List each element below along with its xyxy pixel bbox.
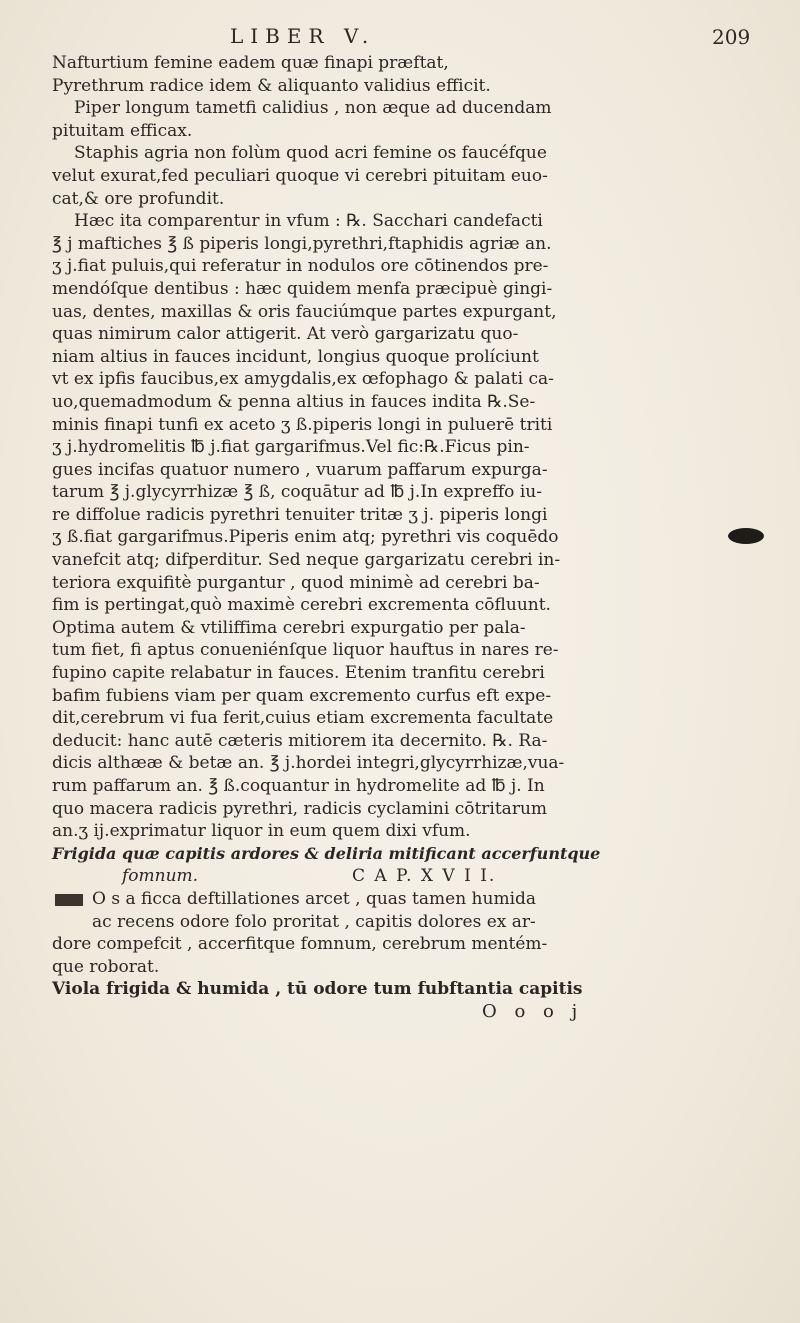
ink-blot-icon [728, 528, 764, 544]
text-line: tarum ℥ j.glycyrrhizæ ℥ ß, coquātur ad ℔ j.In expreffo iu- [52, 482, 542, 503]
text-line: quo macera radicis pyrethri, radicis cyclamini cōtritarum [52, 798, 548, 819]
chapter-text-line: ac recens odore folo proritat , capitis dolores ex ar- [92, 911, 536, 932]
text-line: minis finapi tunfi ex aceto ʒ ß.piperis longi in puluerē triti [52, 414, 553, 435]
text-line: fupino capite relabatur in fauces. Etenim tranfitu cerebri [52, 663, 545, 684]
chapter-text-line: O s a ficca deftillationes arcet , quas tamen humida [92, 888, 537, 909]
text-line: pituitam efficax. [52, 120, 193, 141]
text-line: gues incifas quatuor numero , vuarum paffarum expurga- [52, 459, 548, 480]
text-line: Viola frigida & humida , tū odore tum fubftantia capitis [52, 979, 583, 1000]
text-line: mendóſque dentibus : hæc quidem menfa præcipuè gingi- [52, 278, 553, 299]
text-line: Pyrethrum radice idem & aliquanto validius efficit. [52, 75, 491, 96]
text-line: dit,cerebrum vi fua ferit,cuius etiam excrementa facultate [52, 708, 554, 729]
text-line: vt ex ipfis faucibus,ex amygdalis,ex œfophago & palati ca- [52, 369, 554, 390]
text-line: uo,quemadmodum & penna altius in fauces indita ℞.Se- [52, 391, 536, 412]
text-line: que roborat. [52, 956, 160, 977]
text-line: re diffolue radicis pyrethri tenuiter tritæ ʒ j. piperis longi [52, 504, 548, 525]
text-line: uas, dentes, maxillas & oris fauciúmque partes expurgant, [52, 301, 557, 322]
text-line: Optima autem & vtiliffima cerebri expurgatio per pala- [52, 617, 526, 638]
text-line: Staphis agria non folùm quod acri femine os faucéfque [74, 143, 547, 164]
text-line: Nafturtium femine eadem quæ finapi præftat, [52, 53, 449, 73]
ornamental-initial-icon [52, 891, 86, 909]
text-line: dicis althææ & betæ an. ℥ j.hordei integri,glycyrrhizæ,vua- [52, 753, 565, 774]
main-text [52, 52, 772, 1024]
chapter-label: C A P. X V I I. [352, 866, 497, 887]
chapter-heading-row [52, 865, 772, 888]
text-line: ʒ j.fiat puluis,qui referatur in nodulos ore cōtinendos pre- [52, 256, 549, 277]
text-line: niam altius in fauces incidunt, longius quoque prolíciunt [52, 346, 539, 367]
page-header [0, 22, 800, 52]
text-line: teriora exquifitè purgantur , quod minimè ad cerebri ba- [52, 572, 540, 593]
text-line: Hæc ita comparentur in vfum : ℞. Sacchari candefacti [74, 211, 543, 232]
text-line: quas nimirum calor attigerit. At verò gargarizatu quo- [52, 324, 519, 345]
running-head: LIBER V. [230, 24, 376, 48]
text-line: tum fiet, fi aptus conueniénſque liquor hauftus in nares re- [52, 640, 559, 661]
text-line: ʒ j.hydromelitis ℔ j.fiat gargarifmus.Vel fic:℞.Ficus pin- [52, 437, 530, 458]
text-line: ℥ j maftiches ℥ ß piperis longi,pyrethri,ftaphidis agriæ an. [52, 233, 552, 254]
text-line: fim is pertingat,quò maximè cerebri excrementa cōfluunt. [52, 595, 551, 616]
text-line: bafim fubiens viam per quam excremento curfus eft expe- [52, 685, 552, 706]
text-line: rum paffarum an. ℥ ß.coquantur in hydromelite ad ℔ j. In [52, 776, 545, 796]
text-line [52, 888, 772, 911]
catchword-row [52, 1001, 772, 1024]
chapter-heading-line-1: Frigida quæ capitis ardores & deliria mitificant accerfuntque [52, 843, 601, 863]
text-line [52, 911, 772, 934]
text-line: Piper longum tametfi calidius , non æque ad ducendam [74, 98, 552, 119]
text-line: ʒ ß.fiat gargarifmus.Piperis enim atq; pyrethri vis coquēdo [52, 527, 559, 548]
text-line: vanefcit atq; difperditur. Sed neque gargarizatu cerebri in- [52, 550, 561, 571]
text-line: deducit: hanc autē cæteris mitiorem ita decernito. ℞. Ra- [52, 730, 548, 751]
page-number: 209 [712, 25, 751, 49]
catchword: O o o j [482, 1000, 584, 1022]
text-line: cat,& ore profundit. [52, 188, 225, 209]
chapter-heading-line-2: fomnum. [122, 866, 199, 887]
text-line: an.ʒ ij.exprimatur liquor in eum quem dixi vfum. [52, 821, 471, 842]
text-line: dore compefcit , accerfitque fomnum, cerebrum mentém- [52, 934, 548, 955]
text-line: velut exurat,fed peculiari quoque vi cerebri pituitam euo- [52, 165, 548, 186]
